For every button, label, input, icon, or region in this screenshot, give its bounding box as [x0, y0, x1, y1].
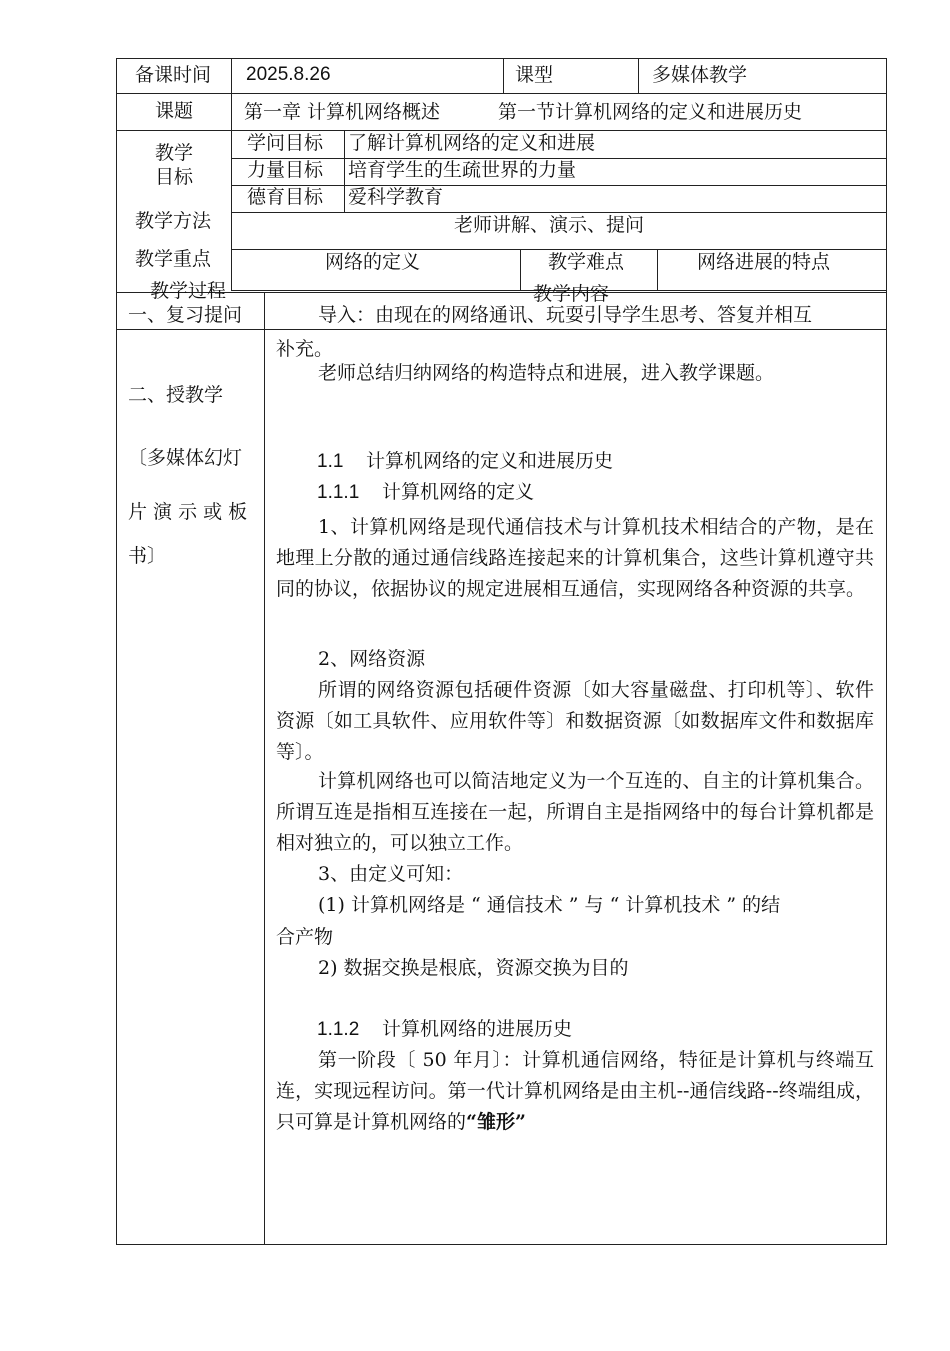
goal-knowledge-label: 学问目标 — [247, 132, 324, 154]
goal-moral-value: 爱科学教育 — [348, 186, 444, 208]
col-rule — [657, 249, 658, 291]
topic-label: 课题 — [155, 100, 194, 122]
difficulty-value: 网络进展的特点 — [697, 251, 831, 273]
heading-1-1: 计算机网络的定义和进展历史 — [366, 450, 614, 472]
definition-paragraph: 1、计算机网络是现代通信技术与计算机技术相结合的产物，是在地理上分散的通过通信线路连接起来的计算机集合，这些计算机遵守共同的协议，依据协议的规定进展相互通信，实现网络各种资源的共享。 — [276, 516, 874, 600]
simple-def-block — [276, 766, 874, 859]
prep-time-label: 备课时间 — [135, 64, 212, 86]
resources-paragraph: 所谓的网络资源包括硬件资源〔如大容量磁盘、打印机等〕、软件资源〔如工具软件、应用软件等〕和数据资源〔如数据库文件和数据库等〕。 — [276, 679, 874, 763]
heading-1-1-2-num: 1.1.2 — [317, 1019, 360, 1040]
process-label: 教学过程 — [150, 280, 227, 302]
table-border-left — [116, 58, 117, 1245]
col-rule — [638, 58, 639, 94]
table-border-bottom — [116, 1244, 887, 1245]
media-note: 书〕 — [128, 545, 167, 567]
simple-def-paragraph: 计算机网络也可以简洁地定义为一个互连的、自主的计算机集合。所谓互连是指相互连接在一起，所谓自主是指网络中的每台计算机都是相对独立的，可以独立工作。 — [276, 770, 874, 854]
goal-knowledge-value: 了解计算机网络的定义和进展 — [348, 132, 596, 154]
col-rule — [520, 249, 521, 291]
content-label: 教学内容 — [533, 283, 610, 305]
heading-1-1-num: 1.1 — [317, 451, 344, 472]
prep-time-value: 2025.8.26 — [246, 64, 331, 85]
col-rule — [231, 58, 232, 291]
heading-1-1-2: 计算机网络的进展历史 — [382, 1018, 573, 1040]
goals-label: 教学 — [155, 142, 194, 164]
goal-moral-label: 德育目标 — [247, 186, 324, 208]
definition-block — [276, 512, 874, 605]
col-rule — [503, 58, 504, 94]
lesson-type-label: 课型 — [515, 64, 554, 86]
knowing-item-1: (1) 计算机网络是 “ 通信技术 ” 与 “ 计算机技术 ” 的结 — [318, 894, 781, 916]
method-label: 教学方法 — [135, 210, 212, 232]
resources-block — [276, 675, 874, 768]
focus-value: 网络的定义 — [325, 251, 421, 273]
goals-label: 目标 — [155, 166, 194, 188]
intro-text: 补充。 — [276, 338, 334, 360]
col-rule — [264, 292, 265, 1245]
stage-emphasis: “雏形” — [466, 1111, 526, 1133]
media-note: 片 演 示 或 板 — [128, 501, 248, 523]
teach-step: 二、授教学 — [128, 384, 224, 406]
goal-ability-value: 培育学生的生疏世界的力量 — [348, 159, 577, 181]
row-rule — [116, 329, 887, 330]
media-note: 〔多媒体幻灯 — [128, 447, 243, 469]
row-rule — [116, 292, 887, 293]
difficulty-label: 教学难点 — [548, 251, 625, 273]
topic-chapter: 第一章 计算机网络概述 — [244, 101, 441, 123]
intro-text: 导入：由现在的网络通讯、玩耍引导学生思考、答复并相互 — [318, 304, 813, 326]
table-border-right — [886, 58, 887, 1245]
review-step: 一、复习提问 — [128, 304, 243, 326]
heading-1-1-1-num: 1.1.1 — [317, 482, 360, 503]
focus-label: 教学重点 — [135, 248, 212, 270]
summary-text: 老师总结归纳网络的构造特点和进展，进入教学课题。 — [318, 362, 775, 384]
knowing-item-1-cont: 合产物 — [276, 926, 334, 948]
resources-title: 2、网络资源 — [318, 648, 426, 670]
stage-paragraph — [276, 1045, 874, 1138]
stage-text: 第一阶段〔 50 年月〕：计算机通信网络，特征是计算机与终端互连，实现远程访问。第一代计算机网络是由主机--通信线路--终端组成，只可算是计算机网络的 — [276, 1049, 874, 1133]
topic-section: 第一节计算机网络的定义和进展历史 — [498, 101, 803, 123]
row-rule — [231, 185, 887, 186]
col-rule — [344, 130, 345, 213]
knowing-item-2: 2) 数据交换是根底，资源交换为目的 — [318, 957, 629, 979]
goal-ability-label: 力量目标 — [247, 159, 324, 181]
knowing-title: 3、由定义可知： — [318, 863, 464, 885]
method-value: 老师讲解、演示、提问 — [454, 214, 645, 236]
stage-block — [276, 1045, 874, 1138]
lesson-type-value: 多媒体教学 — [652, 64, 748, 86]
heading-1-1-1: 计算机网络的定义 — [382, 481, 535, 503]
